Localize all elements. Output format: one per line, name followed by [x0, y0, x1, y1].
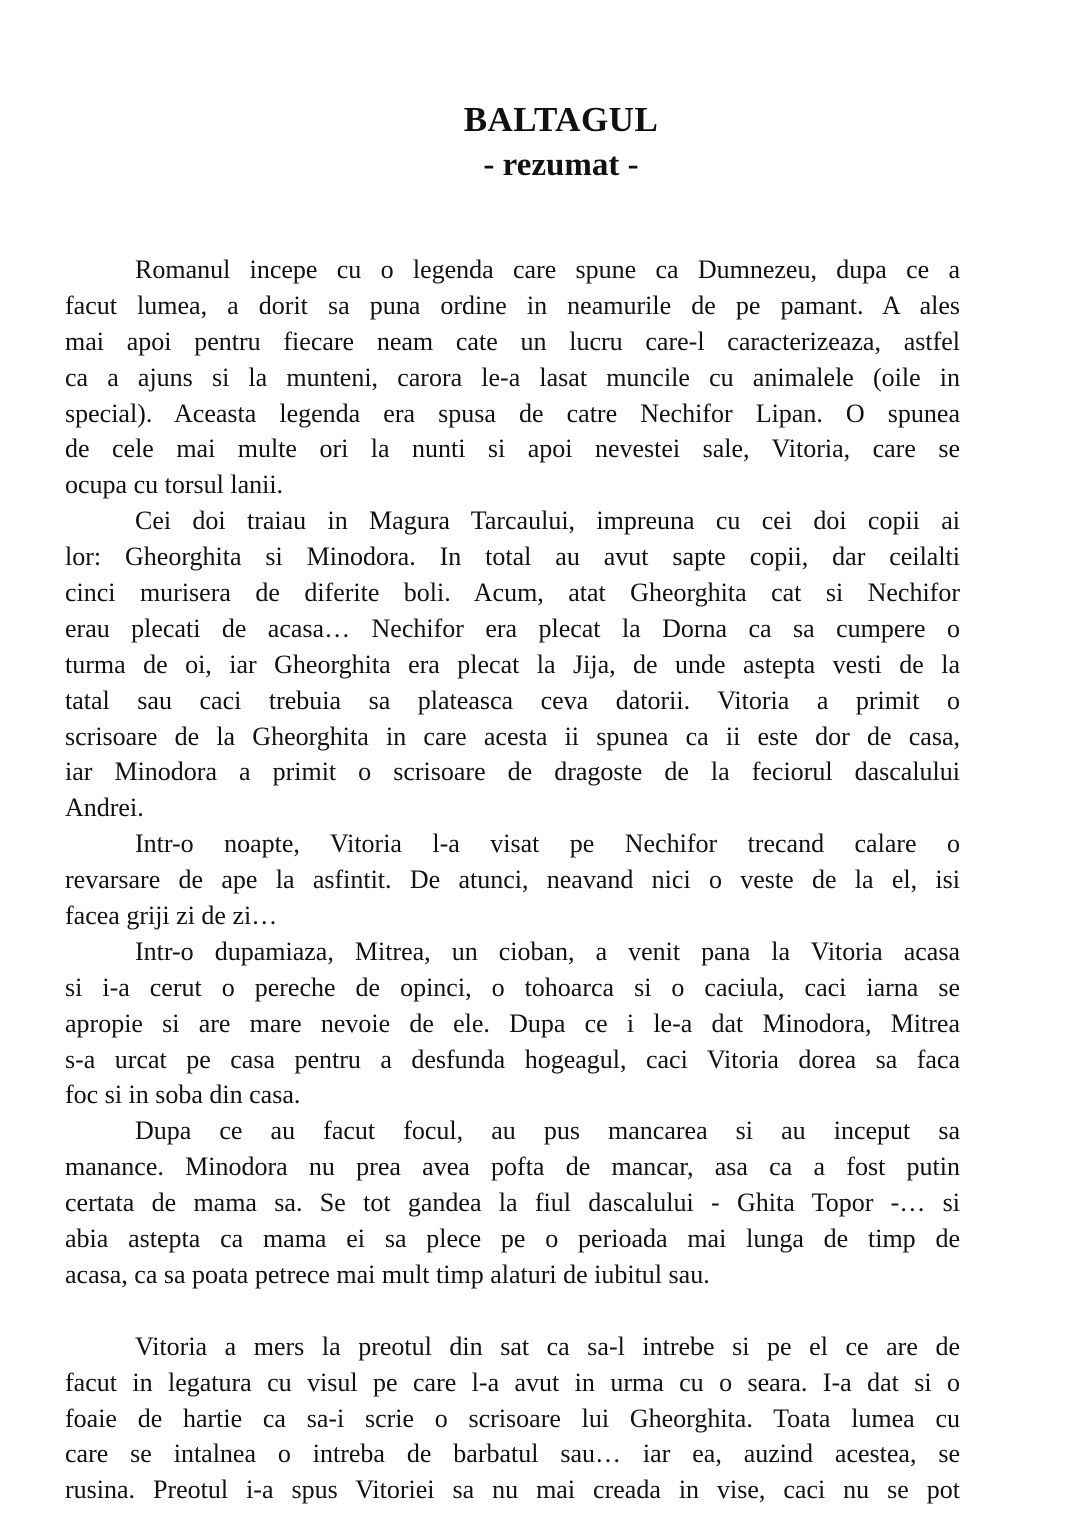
text-line: s-a urcat pe casa pentru a desfunda hogeagul, caci Vitoria dorea sa faca	[65, 1044, 960, 1074]
text-line: facut lumea, a dorit sa puna ordine in neamurile de pe pamant. A ales	[65, 290, 960, 320]
text-line: Romanul incepe cu o legenda care spune ca Dumnezeu, dupa ce a	[135, 255, 960, 284]
text-line: Cei doi traiau in Magura Tarcaului, impreuna cu cei doi copii ai	[135, 506, 960, 536]
text-line: apropie si are mare nevoie de ele. Dupa ce i le-a dat Minodora, Mitrea	[65, 1008, 960, 1038]
text-line: foaie de hartie ca sa-i scrie o scrisoare lui Gheorghita. Toata lumea cu	[65, 1403, 960, 1433]
text-line: facut in legatura cu visul pe care l-a avut in urma cu o seara. I-a dat si o	[65, 1367, 960, 1397]
text-line: Dupa ce au facut focul, au pus mancarea si au inceput sa	[135, 1116, 960, 1146]
text-line: cinci murisera de diferite boli. Acum, atat Gheorghita cat si Nechifor	[65, 578, 960, 608]
text-line: special). Aceasta legenda era spusa de catre Nechifor Lipan. O spunea	[65, 398, 960, 428]
document-body	[65, 252, 960, 1508]
text-line: Andrei.	[65, 793, 144, 823]
text-line: turma de oi, iar Gheorghita era plecat la Jija, de unde astepta vesti de la	[65, 649, 960, 679]
paragraph	[65, 503, 960, 826]
text-line: ca a ajuns si la munteni, carora le-a lasat muncile cu animalele (oile in	[65, 362, 960, 392]
text-line: manance. Minodora nu prea avea pofta de mancar, asa ca a fost putin	[65, 1152, 960, 1182]
paragraph	[65, 252, 960, 503]
text-line: rusina. Preotul i-a spus Vitoriei sa nu mai creada in vise, caci nu se pot	[65, 1475, 960, 1505]
text-line: care se intalnea o intreba de barbatul sau… iar ea, auzind acestea, se	[65, 1439, 960, 1469]
text-line: lor: Gheorghita si Minodora. In total au avut sapte copii, dar ceilalti	[65, 542, 960, 572]
text-line: acasa, ca sa poata petrece mai mult timp alaturi de iubitul sau.	[65, 1259, 710, 1289]
text-line: scrisoare de la Gheorghita in care acesta ii spunea ca ii este dor de casa,	[65, 721, 960, 751]
text-line: si i-a cerut o pereche de opinci, o tohoarca si o caciula, caci iarna se	[65, 972, 960, 1002]
text-line: ocupa cu torsul lanii.	[65, 470, 284, 500]
paragraph-gap	[65, 1293, 960, 1329]
paragraph	[65, 934, 960, 1113]
text-line: Intr-o noapte, Vitoria l-a visat pe Nechifor trecand calare o	[135, 829, 960, 859]
text-line: certata de mama sa. Se tot gandea la fiul dascalului - Ghita Topor -… si	[65, 1188, 960, 1218]
text-line: revarsare de ape la asfintit. De atunci, neavand nici o veste de la el, isi	[65, 865, 960, 895]
text-line: tatal sau caci trebuia sa plateasca ceva datorii. Vitoria a primit o	[65, 685, 960, 715]
text-line: facea griji zi de zi…	[65, 901, 278, 931]
paragraph	[65, 1113, 960, 1292]
text-line: foc si in soba din casa.	[65, 1080, 301, 1110]
paragraph	[65, 1329, 960, 1508]
text-line: abia astepta ca mama ei sa plece pe o perioada mai lunga de timp de	[65, 1224, 960, 1254]
text-line: de cele mai multe ori la nunti si apoi nevestei sale, Vitoria, care se	[65, 434, 960, 464]
paragraph	[65, 826, 960, 934]
text-line: Intr-o dupamiaza, Mitrea, un cioban, a venit pana la Vitoria acasa	[135, 936, 960, 966]
document-title: BALTAGUL	[463, 100, 659, 139]
text-line: erau plecati de acasa… Nechifor era plecat la Dorna ca sa cumpere o	[65, 613, 960, 643]
text-line: mai apoi pentru fiecare neam cate un lucru care-l caracterizeaza, astfel	[65, 326, 960, 356]
document-subtitle: - rezumat -	[483, 147, 639, 183]
text-line: Vitoria a mers la preotul din sat ca sa-l intrebe si pe el ce are de	[135, 1331, 960, 1361]
text-line: iar Minodora a primit o scrisoare de dragoste de la feciorul dascalului	[65, 757, 960, 787]
